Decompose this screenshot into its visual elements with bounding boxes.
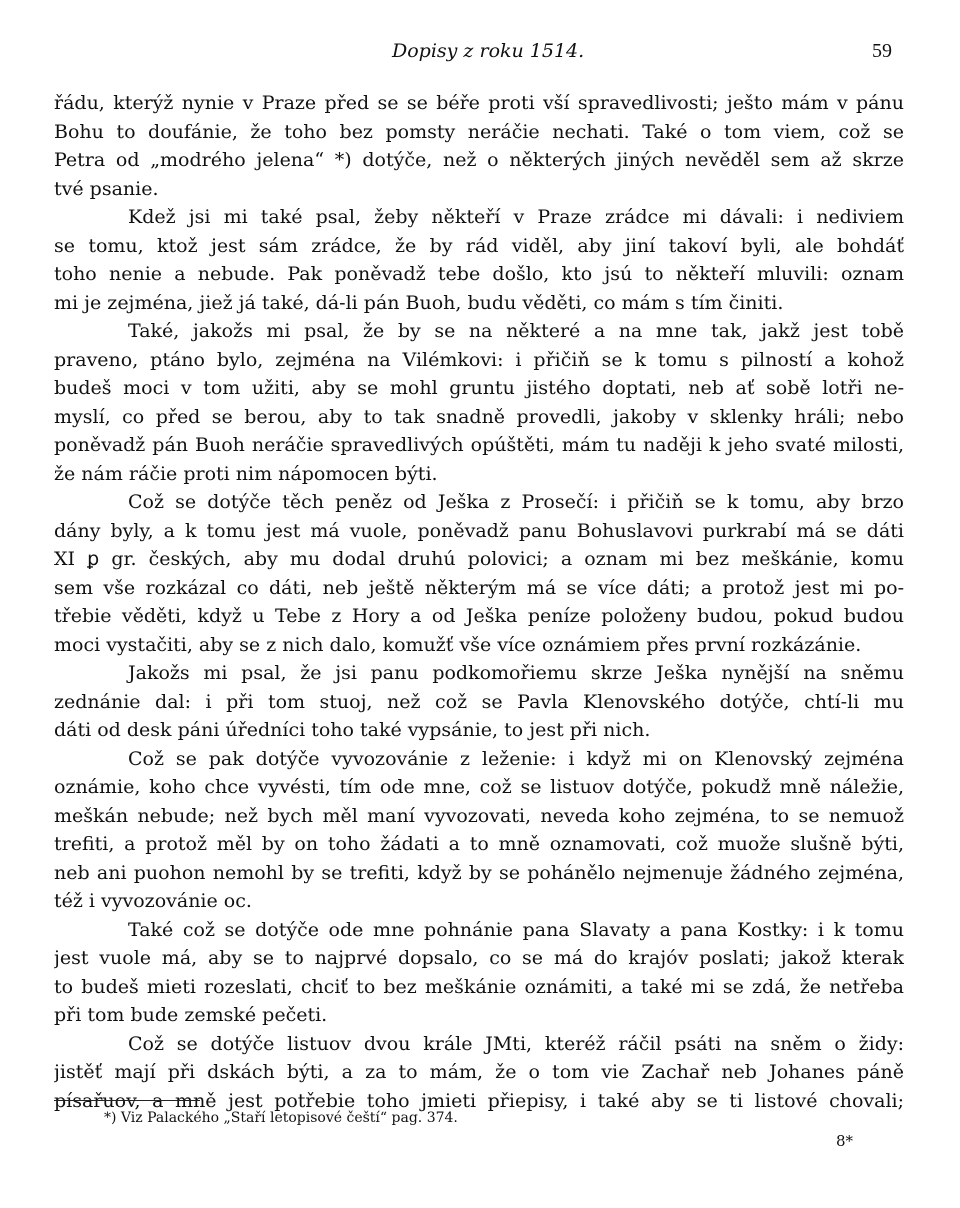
text-line: meškán nebude; než bych měl maní vyvozovati, neveda koho zejména, to se nemuož xyxy=(54,804,904,827)
text-line: XI ꝑ gr. českých, aby mu dodal druhú polovici; a oznam mi bez meškánie, komu xyxy=(54,548,904,570)
page-number: 59 xyxy=(872,40,892,62)
text-line: Bohu to doufánie, že toho bez pomsty neráčie nechati. Také o tom viem, což se xyxy=(54,120,904,143)
text-line: trefiti, a protož měl by on toho žádati a to mně oznamovati, což muože slušně býti, xyxy=(54,833,904,855)
footnote: *) Viz Palackého „Staří letopisové čeští“ pag. 374. xyxy=(104,1110,458,1126)
text-line: myslí, co před se berou, aby to tak snadně provedli, jakoby v sklenky hráli; nebo xyxy=(54,405,904,428)
body-text xyxy=(54,89,904,1115)
text-line: to budeš mieti rozeslati, chciť to bez meškánie oznámiti, a také mi se zdá, že netřeba xyxy=(54,975,904,998)
text-line: budeš moci v tom užiti, aby se mohl gruntu jistého doptati, neb ať sobě lotři ne- xyxy=(54,377,904,399)
text-line: praveno, ptáno bylo, zejména na Vilémkovi: i přičiň se k tomu s pilností a kohož xyxy=(54,348,904,371)
running-header xyxy=(0,40,960,70)
text-line: neb ani puohon nemohl by se trefiti, když by se pohánělo nejmenuje žádného zejména, xyxy=(54,861,904,884)
text-line: písařuov, a mně jest potřebie toho jmieti přiepisy, i také aby se ti listové chovali; xyxy=(54,1089,904,1112)
running-head-title: Dopisy z roku 1514. xyxy=(392,40,585,62)
text-line: zednánie dal: i při tom stuoj, než což se Pavla Klenovského dotýče, chtí-li mu xyxy=(54,690,904,713)
paragraph-start-line: Kdež jsi mi také psal, žeby někteří v Praze zrádce mi dávali: i nediviem xyxy=(128,206,904,228)
text-line: poněvadž pán Buoh neráčie spravedlivých opúštěti, mám tu naději k jeho svaté milosti, xyxy=(54,434,904,456)
paragraph-start-line: Jakožs mi psal, že jsi panu podkomořiemu skrze Ješka nynější na sněmu xyxy=(128,662,904,684)
paragraph-start-line: Také což se dotýče ode mne pohnánie pana Slavaty a pana Kostky: i k tomu xyxy=(128,918,904,941)
text-line: jistěť mají při dskách býti, a za to mám, že o tom vie Zachař neb Johanes páně xyxy=(54,1061,904,1083)
text-line: toho nenie a nebude. Pak poněvadž tebe došlo, kto jsú to někteří mluvili: oznam xyxy=(54,263,904,285)
paragraph-start-line: Což se dotýče těch peněz od Ješka z Prosečí: i přičiň se k tomu, aby brzo xyxy=(128,491,904,513)
text-line: jest vuole má, aby se to najprvé dopsalo, co se má do krajóv poslati; jakož kterak xyxy=(54,947,904,969)
text-line: třebie věděti, když u Tebe z Hory a od Ješka peníze položeny budou, pokud budou xyxy=(54,605,904,627)
paragraph-start-line: Což se dotýče listuov dvou krále JMti, kteréž ráčil psáti na sněm o židy: xyxy=(128,1032,904,1055)
text-line: mi je zejména, jiež já také, dá-li pán Buoh, budu věděti, co mám s tím činiti. xyxy=(54,291,784,314)
paragraph-start-line: Což se pak dotýče vyvozovánie z leženie: i když mi on Klenovský zejména xyxy=(128,747,904,770)
text-line: moci vystačiti, aby se z nich dalo, komužť vše více oznámiem přes první rozkázánie. xyxy=(54,633,862,656)
footnote-divider xyxy=(54,1100,200,1101)
paragraph-start-line: Také, jakožs mi psal, že by se na některé a na mne tak, jakž jest tobě xyxy=(128,320,904,342)
text-line: oznámie, koho chce vyvésti, tím ode mne, což se listuov dotýče, pokudž mně náležie, xyxy=(54,776,904,798)
text-line: že nám ráčie proti nim nápomocen býti. xyxy=(54,462,438,485)
text-line: se tomu, ktož jest sám zrádce, že by rád viděl, aby jiní takoví byli, ale bohdáť xyxy=(54,234,904,257)
text-line: dány byly, a k tomu jest má vuole, poněvadž panu Bohuslavovi purkrabí má se dáti xyxy=(54,519,904,542)
text-line: řádu, kterýž nynie v Praze před se se béře proti vší spravedlivosti; ještо mám v pánu xyxy=(54,92,904,114)
text-line: při tom bude zemské pečeti. xyxy=(54,1004,328,1026)
text-line: tvé psanie. xyxy=(54,177,159,200)
text-line: též i vyvozovánie oc. xyxy=(54,890,252,912)
text-line: Petra od „modrého jelena“ *) dotýče, než o některých jiných nevěděl sem až skrze xyxy=(54,149,904,171)
text-line: sem vše rozkázal co dáti, neb ještě některým má se více dáti; a protož jest mi po- xyxy=(54,576,904,599)
text-line: dáti od desk páni úředníci toho také vypsánie, to jest při nich. xyxy=(54,719,651,741)
signature-mark: 8* xyxy=(836,1132,854,1150)
